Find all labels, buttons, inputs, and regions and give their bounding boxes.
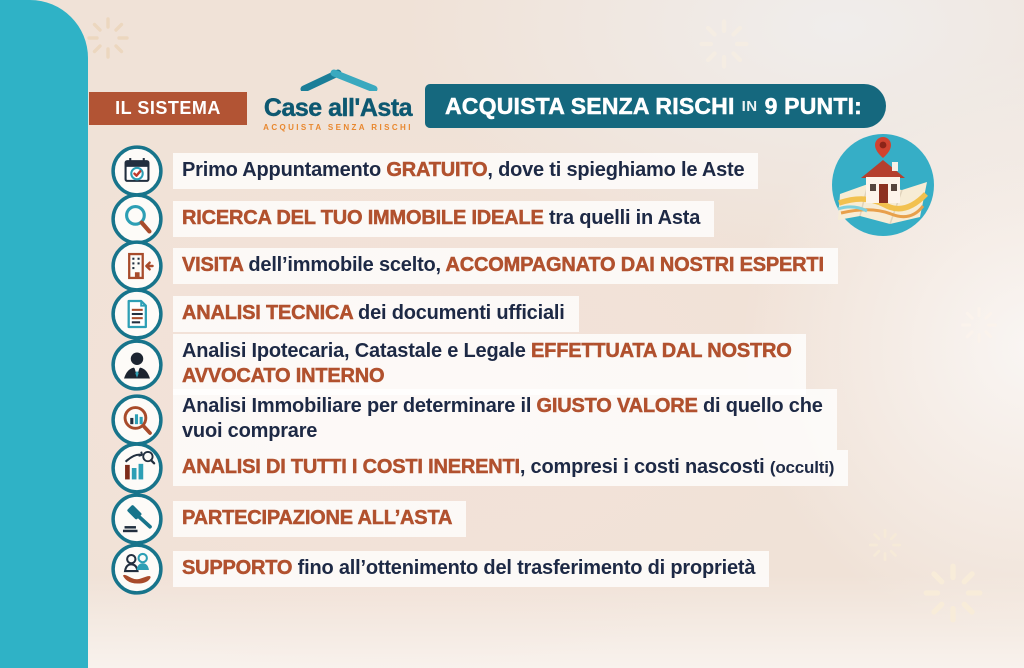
- item-text: [173, 248, 838, 284]
- sparkle-icon: [922, 562, 984, 624]
- building-visit-icon: [110, 239, 164, 293]
- text-segment: , dove ti spieghiamo le Aste: [487, 159, 745, 181]
- sparkle-icon: [86, 16, 130, 60]
- left-accent-bar: [0, 0, 88, 668]
- brand-logo: [254, 69, 422, 132]
- item-text: [173, 153, 758, 189]
- text-segment: tra quelli in Asta: [543, 207, 701, 229]
- text-segment: VISITA: [182, 254, 244, 276]
- item-text: [173, 296, 579, 332]
- search-icon: [110, 192, 164, 246]
- sparkle-icon: [868, 528, 902, 562]
- text-segment: fino all’ottenimento del trasferimento di proprietà: [292, 557, 756, 579]
- brand-tagline: ACQUISTA SENZA RISCHI: [263, 123, 413, 132]
- text-segment: GRATUITO: [386, 159, 488, 181]
- headline-part1: ACQUISTA SENZA RISCHI: [445, 92, 735, 119]
- headline-part2: IN: [741, 97, 758, 115]
- list-item: [110, 144, 758, 198]
- list-item: [110, 334, 806, 395]
- list-item: [110, 192, 714, 246]
- gavel-icon: [110, 492, 164, 546]
- list-item: [110, 492, 466, 546]
- headline-banner: [425, 84, 886, 128]
- text-segment: Primo Appuntamento: [182, 159, 387, 181]
- item-text: [173, 501, 466, 537]
- text-segment: EFFETTUATA DAL NOSTRO: [531, 340, 792, 362]
- text-segment: SUPPORTO: [182, 557, 293, 579]
- text-segment: di quello che: [697, 395, 823, 417]
- text-segment: , compresi i costi nascosti: [519, 456, 770, 478]
- text-segment: dell’immobile scelto,: [243, 254, 446, 276]
- text-segment: ANALISI DI TUTTI I COSTI INERENTI: [182, 456, 520, 478]
- calendar-icon: [110, 144, 164, 198]
- il-sistema-label: IL SISTEMA: [115, 98, 221, 118]
- item-text: [173, 450, 848, 486]
- support-icon: [110, 542, 164, 596]
- costs-icon: [110, 441, 164, 495]
- il-sistema-badge: [89, 92, 247, 125]
- item-text: [173, 551, 769, 587]
- text-segment: RICERCA DEL TUO IMMOBILE IDEALE: [182, 207, 544, 229]
- text-segment: (occulti): [769, 458, 835, 477]
- text-segment: Analisi Immobiliare per determinare il: [182, 395, 537, 417]
- text-segment: ACCOMPAGNATO DAI NOSTRI ESPERTI: [445, 254, 824, 276]
- list-item: [110, 287, 579, 341]
- item-text: [173, 201, 714, 237]
- item-text: [173, 334, 806, 395]
- brand-name: Case all'Asta: [263, 94, 413, 122]
- text-segment: ANALISI TECNICA: [182, 302, 353, 324]
- sparkle-icon: [698, 18, 750, 70]
- text-segment: dei documenti ufficiali: [352, 302, 565, 324]
- roof-icon: [290, 69, 386, 91]
- text-segment: Analisi Ipotecaria, Catastale e Legale: [182, 340, 532, 362]
- list-item: [110, 542, 769, 596]
- lawyer-icon: [110, 338, 164, 392]
- document-icon: [110, 287, 164, 341]
- text-segment: PARTECIPAZIONE ALL’ASTA: [182, 507, 453, 529]
- list-item: [110, 239, 838, 293]
- list-item: [110, 441, 848, 495]
- valuation-icon: [110, 393, 164, 447]
- house-map-illustration: [829, 131, 937, 239]
- text-segment: vuoi comprare: [182, 420, 318, 442]
- sparkle-icon: [960, 306, 998, 344]
- text-segment: AVVOCATO INTERNO: [182, 365, 385, 387]
- headline-part3: 9 PUNTI:: [764, 92, 863, 119]
- text-segment: GIUSTO VALORE: [536, 395, 698, 417]
